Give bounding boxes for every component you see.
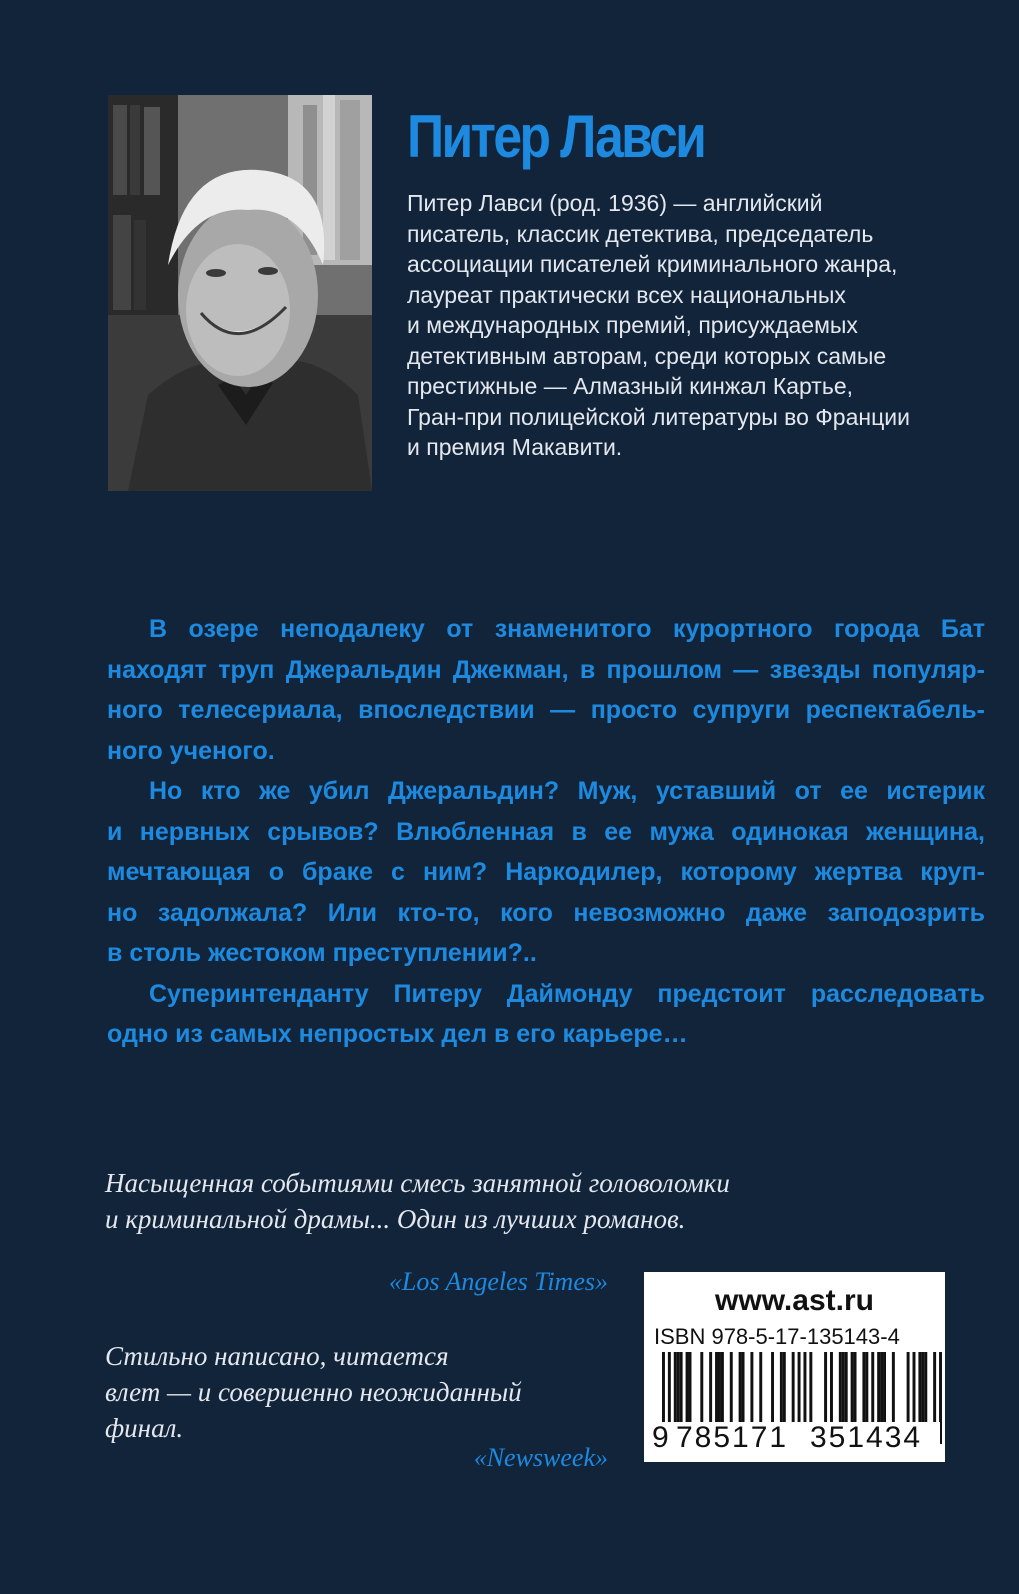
barcode-bar [877,1352,880,1424]
review-quote [105,1165,730,1237]
barcode-bar [842,1352,845,1424]
annotation-line: находят труп Джеральдин Джекман, в прошлом — звезды популяр- [107,655,985,684]
author-photo [108,95,372,491]
barcode-bar [924,1352,927,1424]
barcode-digits [652,1422,940,1454]
bio-line: Питер Лавси (род. 1936) — английский [407,190,823,216]
barcode-bar [739,1352,742,1424]
barcode-bar [674,1352,677,1424]
annotation-line: В озере неподалеку от знаменитого курортного города Бат [149,615,985,643]
barcode-bar [759,1352,762,1424]
barcode-bar [771,1352,774,1424]
review-line: финал. [105,1413,184,1443]
bio-line: писатель, классик детектива, председатель [407,220,874,247]
annotation-line: одно из самых непростых дел в его карьере… [107,1020,688,1048]
barcode-panel [644,1272,945,1462]
annotation-line: Но кто же убил Джеральдин? Муж, уставший от ее истерик [149,777,985,805]
barcode-bar [721,1352,724,1424]
review-line: и криминальной драмы... Один из лучших романов. [105,1204,686,1234]
barcode-bar [851,1352,854,1424]
barcode-bar [689,1352,692,1424]
barcode-bar [883,1352,886,1424]
annotation-line: в столь жестоком преступлении?.. [107,939,537,967]
barcode-bar [809,1352,812,1424]
barcode-bar [783,1352,786,1424]
annotation-line: но задолжала? Или кто-то, кого невозможно даже заподозрить [107,898,985,927]
barcode-bar [830,1352,833,1424]
barcode-bar [880,1352,883,1424]
annotation-line: Суперинтенданту Питеру Даймонду предстоит расследовать [149,979,985,1008]
annotation-line: и нервных срывов? Влюбленная в ее мужа одинокая женщина, [107,817,985,846]
barcode-bar [709,1352,712,1424]
isbn-label: ISBN 978-5-17-135143-4 [654,1324,900,1349]
annotation-line: ного ученого. [107,736,275,765]
barcode-bar [845,1352,848,1424]
barcode-bar [730,1352,733,1424]
author-name: Питер Лавси [407,103,705,170]
barcode-bar [839,1352,842,1424]
barcode-digits-right: 351434 [810,1421,923,1454]
barcode-bar [750,1352,753,1424]
publisher-website: www.ast.ru [715,1284,874,1317]
review-source: «Los Angeles Times» [388,1267,608,1296]
annotation-line: ного телесериала, впоследствии — просто супруги респектабель- [107,696,985,724]
barcode-bar [892,1352,895,1424]
review-source: «Newsweek» [473,1443,608,1472]
bio-line: детективным авторам, среди которых самые [407,342,887,369]
bio-line: Гран-при полицейской литературы во Франции [407,403,910,430]
review-line: влет — и совершенно неожиданный [105,1377,522,1407]
barcode-bar [907,1352,910,1424]
review-quote [105,1338,522,1446]
barcode-bar [862,1352,865,1424]
barcode-bar [718,1352,721,1424]
barcode-bar [742,1352,745,1424]
bio-line: ассоциации писателей криминального жанра, [407,251,898,277]
review-line: Насыщенная событиями смесь занятной головоломки [105,1168,730,1198]
barcode-bar [854,1352,857,1424]
bio-line: лауреат практически всех национальных [407,281,846,308]
barcode-bar [913,1352,916,1424]
barcode-bar [715,1352,718,1424]
bio-line: и международных премий, присуждаемых [407,312,858,338]
barcode-bar [680,1352,683,1424]
barcode-bar [865,1352,868,1424]
barcode-bar [792,1352,795,1424]
barcode-digits-left: 785171 [676,1421,789,1454]
annotation-line: мечтающая о браке с ним? Наркодилер, которому жертва круп- [107,858,985,886]
barcode-bar [700,1352,703,1424]
book-annotation [107,609,985,1055]
barcode-bar [871,1352,874,1424]
author-portrait-image [108,95,372,491]
barcode-bar [824,1352,827,1424]
barcode-bar [780,1352,783,1424]
bio-line: и премия Макавити. [407,434,623,460]
barcode-bar [921,1352,924,1424]
barcode-bar [686,1352,689,1424]
barcode-bar [677,1352,680,1424]
author-bio [407,188,967,463]
barcode-digit-lead: 9 [652,1421,669,1454]
bio-line: престижные — Алмазный кинжал Картье, [407,373,854,399]
review-line: Стильно написано, читается [105,1341,449,1371]
barcode-bar [918,1352,921,1424]
